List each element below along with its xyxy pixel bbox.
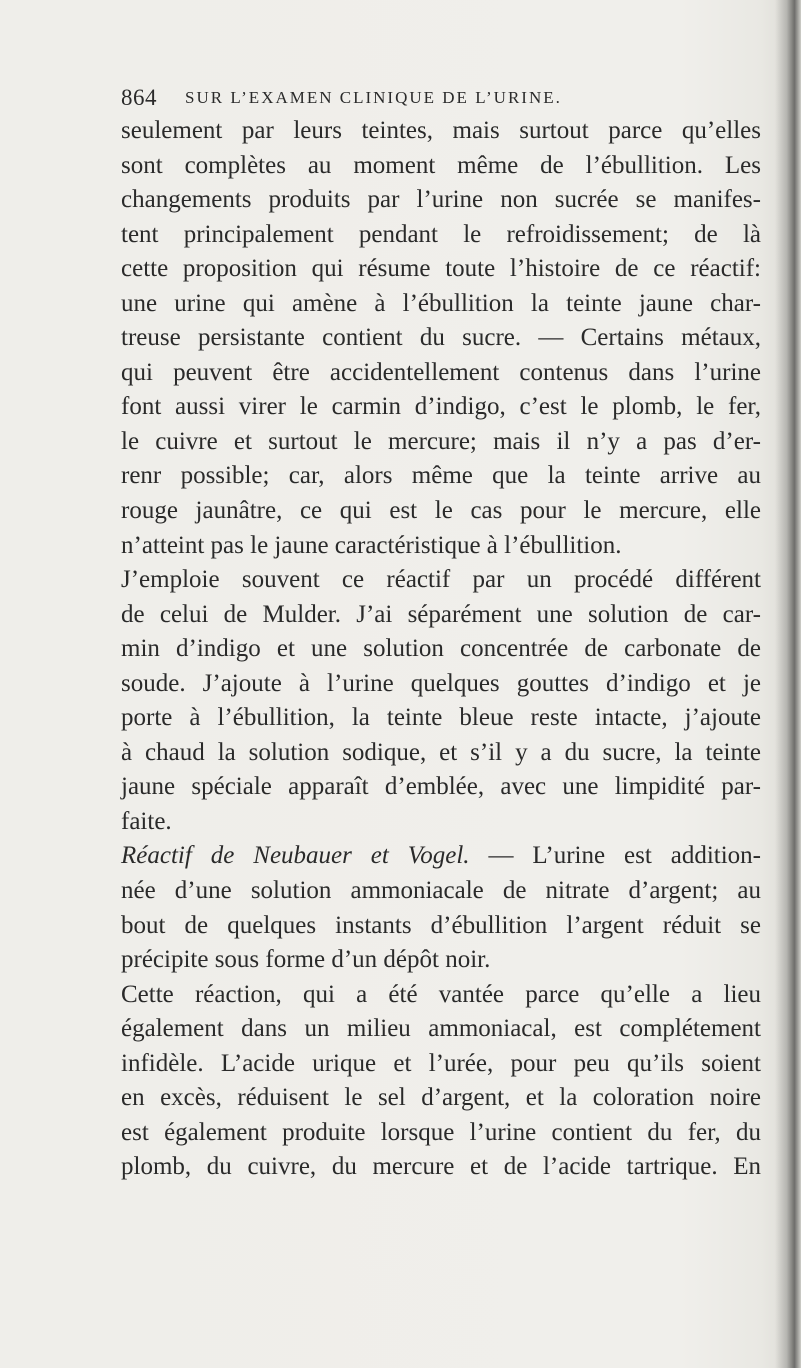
section-heading-italic: Réactif de Neubauer et Vogel. [121, 842, 470, 870]
text-line: Cette réaction, qui a été vantée parce qu’elle a lieu [121, 980, 761, 1008]
text-line: renr possible; car, alors même que la teinte arrive au [121, 462, 761, 490]
text-line: une urine qui amène à l’ébullition la teinte jaune char- [121, 289, 761, 317]
text-line: qui peuvent être accidentellement contenus dans l’urine [121, 358, 761, 386]
text-line: à chaud la solution sodique, et s’il y a du sucre, la teinte [121, 738, 761, 766]
text-line: précipite sous forme d’un dépôt noir. [121, 946, 491, 974]
page-header [121, 80, 681, 116]
page-number: 864 [121, 85, 157, 110]
text-line: sont complètes au moment même de l’ébullition. Les [121, 151, 761, 179]
text-line: treuse persistante contient du sucre. — Certains métaux, [121, 324, 761, 352]
text-line: de celui de Mulder. J’ai séparément une solution de car- [121, 600, 761, 628]
text-line: porte à l’ébullition, la teinte bleue reste intacte, j’ajoute [121, 704, 761, 732]
text-line: est également produite lorsque l’urine contient du fer, du [121, 1118, 761, 1146]
text-line: changements produits par l’urine non sucrée se manifes- [121, 186, 761, 214]
text-line: également dans un milieu ammoniacal, est complétement [121, 1015, 761, 1043]
text-line: font aussi virer le carmin d’indigo, c’est le plomb, le fer, [121, 393, 761, 421]
text-line: faite. [121, 807, 172, 835]
text-line: le cuivre et surtout le mercure; mais il n’y a pas d’er- [121, 427, 761, 455]
text-line: soude. J’ajoute à l’urine quelques gouttes d’indigo et je [121, 669, 761, 697]
section-heading-rest: — L’urine est addition- [469, 842, 761, 870]
page-edge-shadow [775, 0, 801, 1368]
text-line: cette proposition qui résume toute l’histoire de ce réactif: [121, 255, 761, 283]
text-line: n’atteint pas le jaune caractéristique à l’ébullition. [121, 531, 622, 559]
text-line: plomb, du cuivre, du mercure et de l’acide tartrique. En [121, 1153, 761, 1181]
text-line: en excès, réduisent le sel d’argent, et la coloration noire [121, 1084, 761, 1112]
text-line: rouge jaunâtre, ce qui est le cas pour le mercure, elle [121, 497, 761, 525]
text-line: seulement par leurs teintes, mais surtout parce qu’elles [121, 117, 761, 144]
text-line: min d’indigo et une solution concentrée de carbonate de [121, 635, 761, 663]
text-line: infidèle. L’acide urique et l’urée, pour peu qu’ils soient [121, 1049, 761, 1077]
text-line: bout de quelques instants d’ébullition l’argent réduit se [121, 911, 761, 939]
text-line: tent principalement pendant le refroidissement; de là [121, 220, 761, 248]
running-title: SUR L’EXAMEN CLINIQUE DE L’URINE. [185, 88, 562, 107]
text-line: jaune spéciale apparaît d’emblée, avec une limpidité par- [121, 773, 761, 801]
text-line: J’emploie souvent ce réactif par un procédé différent [121, 566, 761, 594]
text-line: née d’une solution ammoniacale de nitrate d’argent; au [121, 877, 761, 905]
text-line-section-heading [121, 839, 761, 874]
body-text [121, 114, 761, 1185]
